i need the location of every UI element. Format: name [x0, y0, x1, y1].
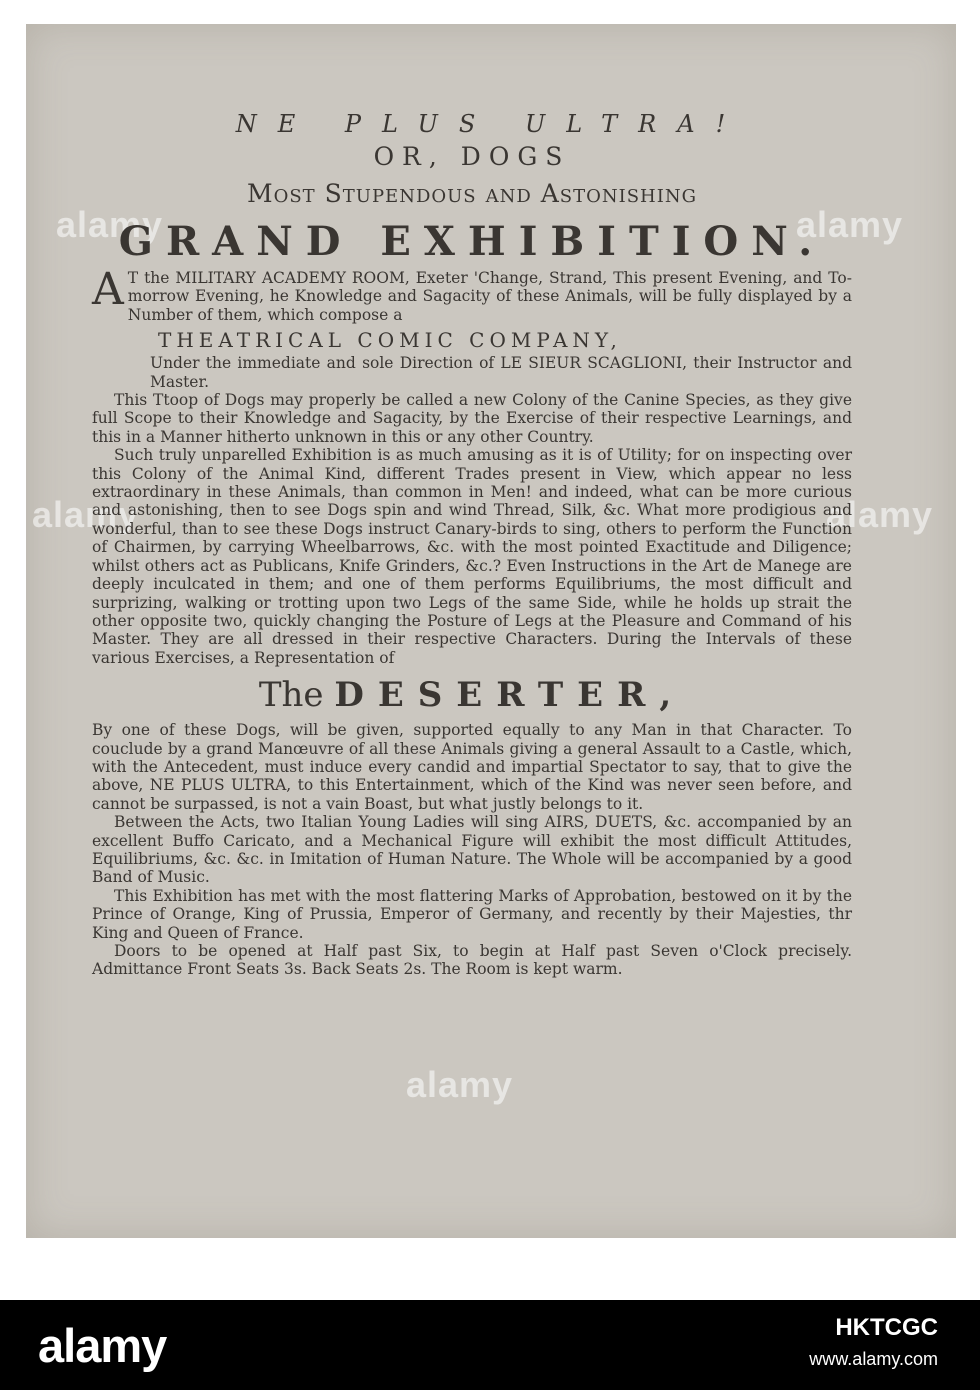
watermark: alamy [32, 494, 140, 535]
watermark: alamy [826, 494, 934, 535]
paragraph-venue [92, 264, 852, 324]
title-stupendous: Most Stupendous and Astonishing [247, 179, 697, 208]
title-or-dogs: OR, DOGS [373, 142, 571, 171]
watermark: alamy [406, 1064, 514, 1105]
paragraph-venue-text: T the MILITARY ACADEMY ROOM, Exeter 'Change, Strand, This present Evening, and To-morrow Evening, he Knowledge and Sagacity of these Animals, will be fully displayed by a Number of them, which compose a [127, 269, 852, 324]
title-grand-exhibition: GRAND EXHIBITION. [118, 218, 826, 265]
stock-footer [0, 1300, 980, 1390]
image-id: HKTCGC [835, 1314, 938, 1341]
drop-cap: A [92, 264, 124, 315]
site-url: www.alamy.com [809, 1349, 938, 1369]
paragraph-approbation: This Exhibition has met with the most flattering Marks of Approbation, bestowed on it by the Prince of Orange, King of Prussia, Emperor of Germany, and recently by their Majesties, thr King and Queen of France. [92, 886, 852, 942]
title-ne-plus-ultra: NE PLUS ULTRA! [235, 110, 747, 138]
deserter-heading [92, 675, 852, 715]
poster-text [92, 110, 852, 979]
deserter-the: The [258, 675, 324, 716]
paragraph-acts: Between the Acts, two Italian Young Ladies will sing AIRS, DUETS, &c. accompanied by an excellent Buffo Caricato, and a Mechanical Figure will exhibit the most difficult Attitudes, Equilibriums, &c. &c. in Imitation of Human Nature. The Whole will be accompanied by a good Band of Music. [92, 813, 852, 887]
watermark: alamy [796, 204, 904, 245]
alamy-logo: alamy [38, 1319, 167, 1372]
paragraph-exhibition: Such truly unparelled Exhibition is as much amusing as it is of Utility; for on inspecting over this Colony of the Animal Kind, different Trades present in View, which appear no less extraordinary in these Animals, than common in Men! and indeed, what can be more curious and astonishing, then to see Dogs spin and wind Thread, Silk, &c. What more prodigious and wonderful, than to see these Dogs instruct Canary-birds to sing, others to perform the Function of Chairmen, by carrying Wheelbarrows, &c. with the most pointed Exactitude and Diligence; whilst others act as Publicans, Knife Grinders, &c.? Even Instructions in the Art de Manege are deeply inculcated in them; and one of them performs Equilibriums, the most difficult and surprizing, walking or trotting upon two Legs of the same Side, while he holds up strait the other opposite two, quickly changing the Posture of Legs at the Pleasure and Command of his Master. They are all dressed in their respective Characters. During the Intervals of these various Exercises, a Representation of [92, 446, 852, 667]
paragraph-troop: This Ttoop of Dogs may properly be called a new Colony of the Canine Species, as they give full Scope to their Knowledge and Sagacity, by the Exercise of their respective Learnings, and this in a Manner hitherto unknown in this or any other Country. [92, 391, 852, 446]
company-name: THEATRICAL COMIC COMPANY, [158, 328, 622, 353]
paragraph-doors: Doors to be opened at Half past Six, to begin at Half past Seven o'Clock precisely. Admittance Front Seats 3s. Back Seats 2s. The Room is kept warm. [92, 942, 852, 979]
deserter-word: DESERTER, [334, 675, 686, 716]
direction-line: Under the immediate and sole Direction of LE SIEUR SCAGLIONI, their Instructor and Master. [150, 354, 852, 391]
paragraph-deserter: By one of these Dogs, will be given, supported equally to any Man in that Character. To couclude by a grand Manœuvre of all these Animals giving a general Assault to a Castle, which, with the Antecedent, must induce every candid and impartial Spectator to say, that to give the above, NE PLUS ULTRA, to this Entertainment, which of the Kind was never seen before, and cannot be surpassed, is not a vain Boast, but what justly belongs to it. [92, 721, 852, 813]
watermark: alamy [56, 204, 164, 245]
